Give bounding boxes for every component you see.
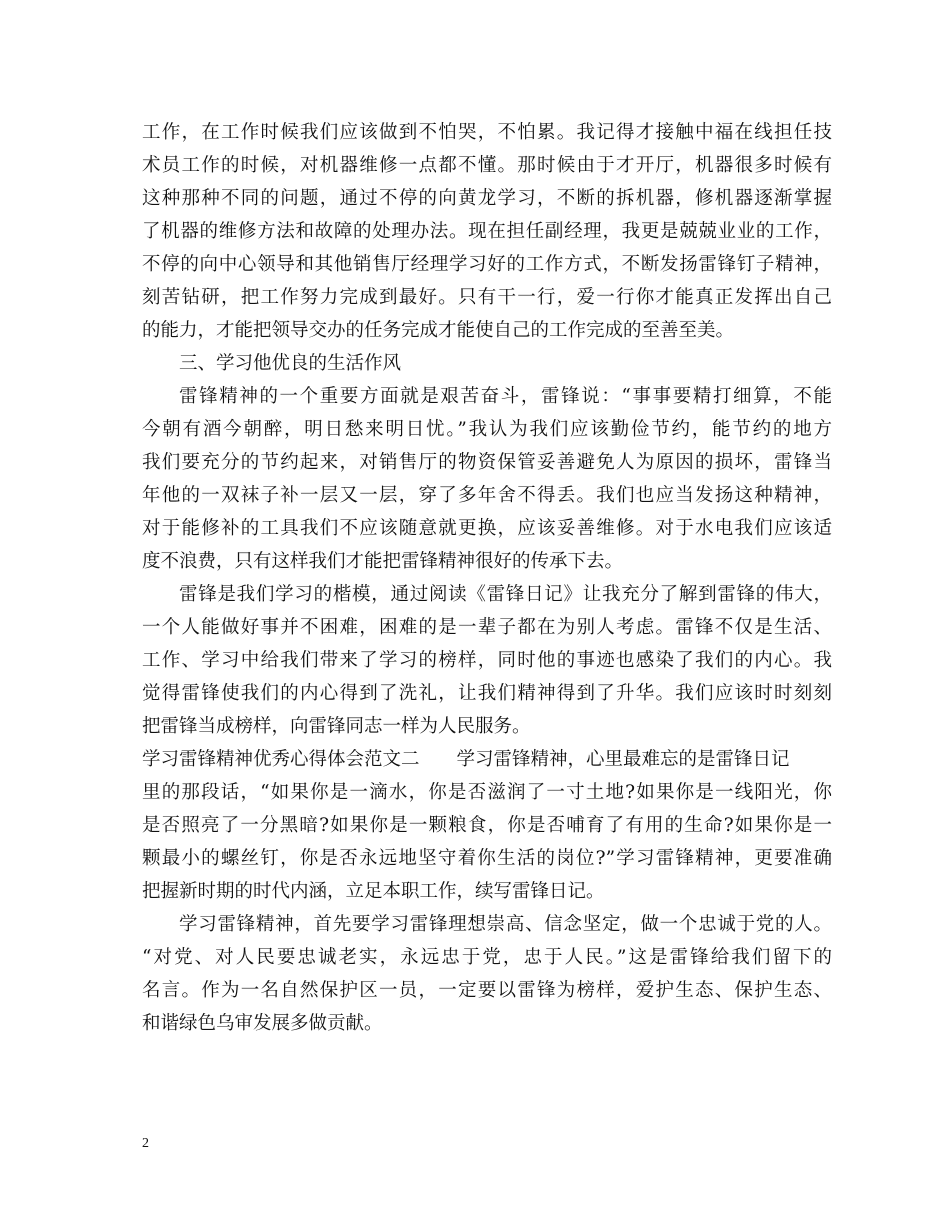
- body-line: 和谐绿色乌审发展多做贡献。: [142, 1013, 383, 1034]
- body-line: 对于能修补的工具我们不应该随意就更换，应该妥善维修。对于水电我们应该适: [142, 518, 832, 539]
- body-line: 雷锋是我们学习的楷模，通过阅读《雷锋日记》让我充分了解到雷锋的伟大，: [179, 584, 832, 605]
- body-line: 颗最小的螺丝钉，你是否永远地坚守着你生活的岗位?”学习雷锋精神，更要准确: [142, 848, 832, 869]
- body-line: “对党、对人民要忠诚老实，永远忠于党，忠于人民。”这是雷锋给我们留下的: [142, 947, 832, 968]
- body-line: 学习雷锋精神，首先要学习雷锋理想崇高、信念坚定，做一个忠诚于党的人。: [179, 914, 832, 935]
- body-line: 刻苦钻研，把工作努力完成到最好。只有干一行，爱一行你才能真正发挥出自己: [142, 287, 832, 308]
- body-line: 我们要充分的节约起来，对销售厅的物资保管妥善避免人为原因的损坏，雷锋当: [142, 452, 832, 473]
- body-line: 这种那种不同的问题，通过不停的向黄龙学习，不断的拆机器，修机器逐渐掌握: [142, 188, 832, 209]
- article-title-line: 学习雷锋精神优秀心得体会范文二 学习雷锋精神，心里最难忘的是雷锋日记: [142, 749, 790, 770]
- body-line: 名言。作为一名自然保护区一员，一定要以雷锋为榜样，爱护生态、保护生态、: [142, 980, 832, 1001]
- body-line: 了机器的维修方法和故障的处理办法。现在担任副经理，我更是兢兢业业的工作，: [142, 221, 832, 242]
- body-line: 把握新时期的时代内涵，立足本职工作，续写雷锋日记。: [142, 881, 605, 902]
- body-line: 今朝有酒今朝醉，明日愁来明日忧。”我认为我们应该勤俭节约，能节约的地方: [142, 419, 832, 440]
- page-number: 2: [142, 1136, 149, 1151]
- body-line: 工作、学习中给我们带来了学习的榜样，同时他的事迹也感染了我们的内心。我: [142, 650, 832, 671]
- body-line: 觉得雷锋使我们的内心得到了洗礼，让我们精神得到了升华。我们应该时时刻刻: [142, 683, 832, 704]
- body-line: 雷锋精神的一个重要方面就是艰苦奋斗，雷锋说：“事事要精打细算，不能: [179, 386, 832, 407]
- section-heading: 三、学习他优良的生活作风: [179, 353, 402, 374]
- body-line: 的能力，才能把领导交办的任务完成才能使自己的工作完成的至善至美。: [142, 320, 735, 341]
- body-line: 年他的一双袜子补一层又一层，穿了多年舍不得丢。我们也应当发扬这种精神，: [142, 485, 832, 506]
- body-line: 不停的向中心领导和其他销售厅经理学习好的工作方式，不断发扬雷锋钉子精神，: [142, 254, 832, 275]
- body-line: 一个人能做好事并不困难，困难的是一辈子都在为别人考虑。雷锋不仅是生活、: [142, 617, 832, 638]
- body-line: 把雷锋当成榜样，向雷锋同志一样为人民服务。: [142, 716, 531, 737]
- body-line: 术员工作的时候，对机器维修一点都不懂。那时候由于才开厅，机器很多时候有: [142, 155, 832, 176]
- body-line: 工作，在工作时候我们应该做到不怕哭，不怕累。我记得才接触中福在线担任技: [142, 122, 832, 143]
- body-line: 度不浪费，只有这样我们才能把雷锋精神很好的传承下去。: [142, 551, 624, 572]
- body-line: 里的那段话，“如果你是一滴水，你是否滋润了一寸土地?如果你是一线阳光，你: [142, 782, 832, 803]
- body-line: 是否照亮了一分黑暗?如果你是一颗粮食，你是否哺育了有用的生命?如果你是一: [142, 815, 832, 836]
